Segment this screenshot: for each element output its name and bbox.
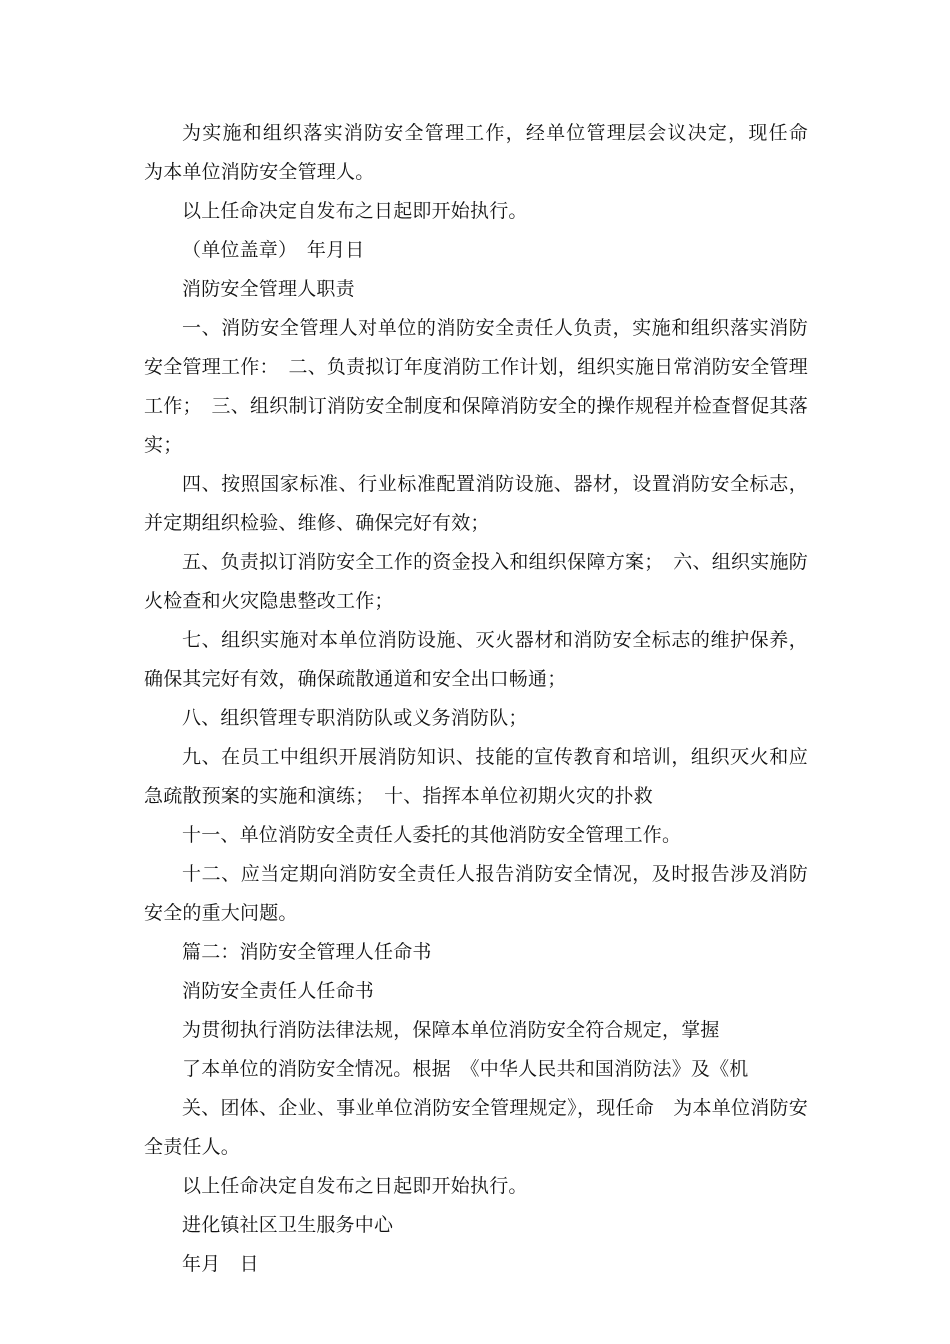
paragraph-duties-1-3: 一、消防安全管理人对单位的消防安全责任人负责，实施和组织落实消防安全管理工作： 二、负责拟订年度消防工作计划，组织实施日常消防安全管理工作； 三、组织制订消防安全制度和保障消防安全的操作规程并检查督促其落实； <box>144 317 808 456</box>
paragraph-duty-12: 十二、应当定期向消防安全责任人报告消防安全情况，及时报告涉及消防安全的重大问题。 <box>144 863 808 924</box>
issue-date: 年月 日 <box>182 1253 259 1275</box>
paragraph-duties-9-10: 九、在员工中组织开展消防知识、技能的宣传教育和培训，组织灭火和应急疏散预案的实施和演练； 十、指挥本单位初期火灾的扑救 <box>144 746 808 807</box>
paragraph-duties-5-6: 五、负责拟订消防安全工作的资金投入和组织保障方案； 六、组织实施防火检查和火灾隐患整改工作； <box>144 551 808 612</box>
paragraph-duty-4: 四、按照国家标准、行业标准配置消防设施、器材，设置消防安全标志，并定期组织检验、维修、确保完好有效； <box>144 473 808 534</box>
document-body <box>144 114 828 1284</box>
paragraph-purpose: 为贯彻执行消防法律法规，保障本单位消防安全符合规定，掌握 <box>182 1019 720 1041</box>
paragraph-duty-7: 七、组织实施对本单位消防设施、灭火器材和消防安全标志的维护保养，确保其完好有效，确保疏散通道和安全出口畅通； <box>144 629 808 690</box>
section-heading-duties: 消防安全管理人职责 <box>182 278 355 300</box>
paragraph-appointment: 关、团体、企业、事业单位消防安全管理规定》，现任命 为本单位消防安全责任人。 <box>144 1097 808 1158</box>
section-heading-part-two: 篇二：消防安全管理人任命书 <box>182 941 432 963</box>
paragraph-effective-notice: 以上任命决定自发布之日起即开始执行。 <box>182 200 528 222</box>
paragraph-effective-notice-2: 以上任命决定自发布之日起即开始执行。 <box>182 1175 528 1197</box>
document-title-appointment: 消防安全责任人任命书 <box>182 980 375 1002</box>
paragraph-appointment-intro: 为实施和组织落实消防安全管理工作，经单位管理层会议决定，现任命 为本单位消防安全管理人。 <box>144 122 828 183</box>
paragraph-basis: 了本单位的消防安全情况。根据 《中华人民共和国消防法》及《机 <box>182 1058 749 1080</box>
paragraph-duty-8: 八、组织管理专职消防队或义务消防队； <box>182 707 528 729</box>
paragraph-seal-date: （单位盖章） 年月日 <box>182 239 365 261</box>
paragraph-duty-11: 十一、单位消防安全责任人委托的其他消防安全管理工作。 <box>182 824 682 846</box>
issuer-name: 进化镇社区卫生服务中心 <box>182 1214 394 1236</box>
